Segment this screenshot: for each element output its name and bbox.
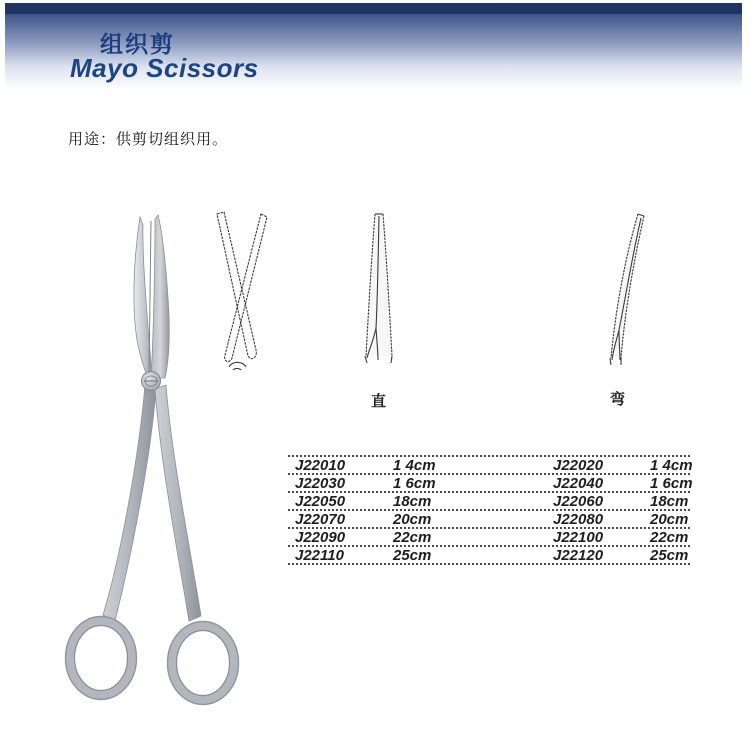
product-size: 22cm [393,528,432,546]
product-size: 18cm [650,492,689,510]
curved-tip-diagram [600,210,650,370]
product-code: J22050 [295,492,346,510]
product-code: J22080 [553,510,604,528]
product-code: J22010 [295,456,346,474]
page-title-en: Mayo Scissors [70,53,259,83]
product-size: 25cm [650,546,689,564]
table-row [288,511,690,529]
product-code: J22110 [295,546,344,564]
table-row [288,547,690,565]
open-scissors-tip-diagram [205,210,270,375]
table-row [288,456,693,475]
product-size: 1 4cm [393,456,436,474]
product-code: J22070 [295,510,346,528]
table-row [288,474,693,493]
variant-label-straight: 直 [371,392,387,410]
product-table [288,455,693,565]
page-title-zh: 组织剪 [100,31,175,57]
table-row [288,493,690,511]
table-row [288,529,690,547]
product-size: 1 6cm [393,474,436,492]
header-top-bar [5,3,742,14]
variant-label-curved: 弯 [610,390,626,408]
product-code: J22060 [553,492,604,510]
product-code: J22020 [553,456,604,474]
product-code: J22030 [295,474,346,492]
product-code: J22090 [295,528,346,546]
product-code: J22040 [553,474,604,492]
product-size: 1 6cm [650,474,693,492]
product-size: 25cm [393,546,432,564]
product-size: 20cm [393,510,432,528]
straight-tip-diagram [362,210,398,370]
product-size: 22cm [650,528,689,546]
product-size: 20cm [650,510,689,528]
product-code: J22120 [553,546,604,564]
usage-description: 用途：供剪切组织用。 [68,131,229,148]
product-code: J22100 [553,528,604,546]
product-size: 18cm [393,492,432,510]
product-size: 1 4cm [650,456,693,474]
